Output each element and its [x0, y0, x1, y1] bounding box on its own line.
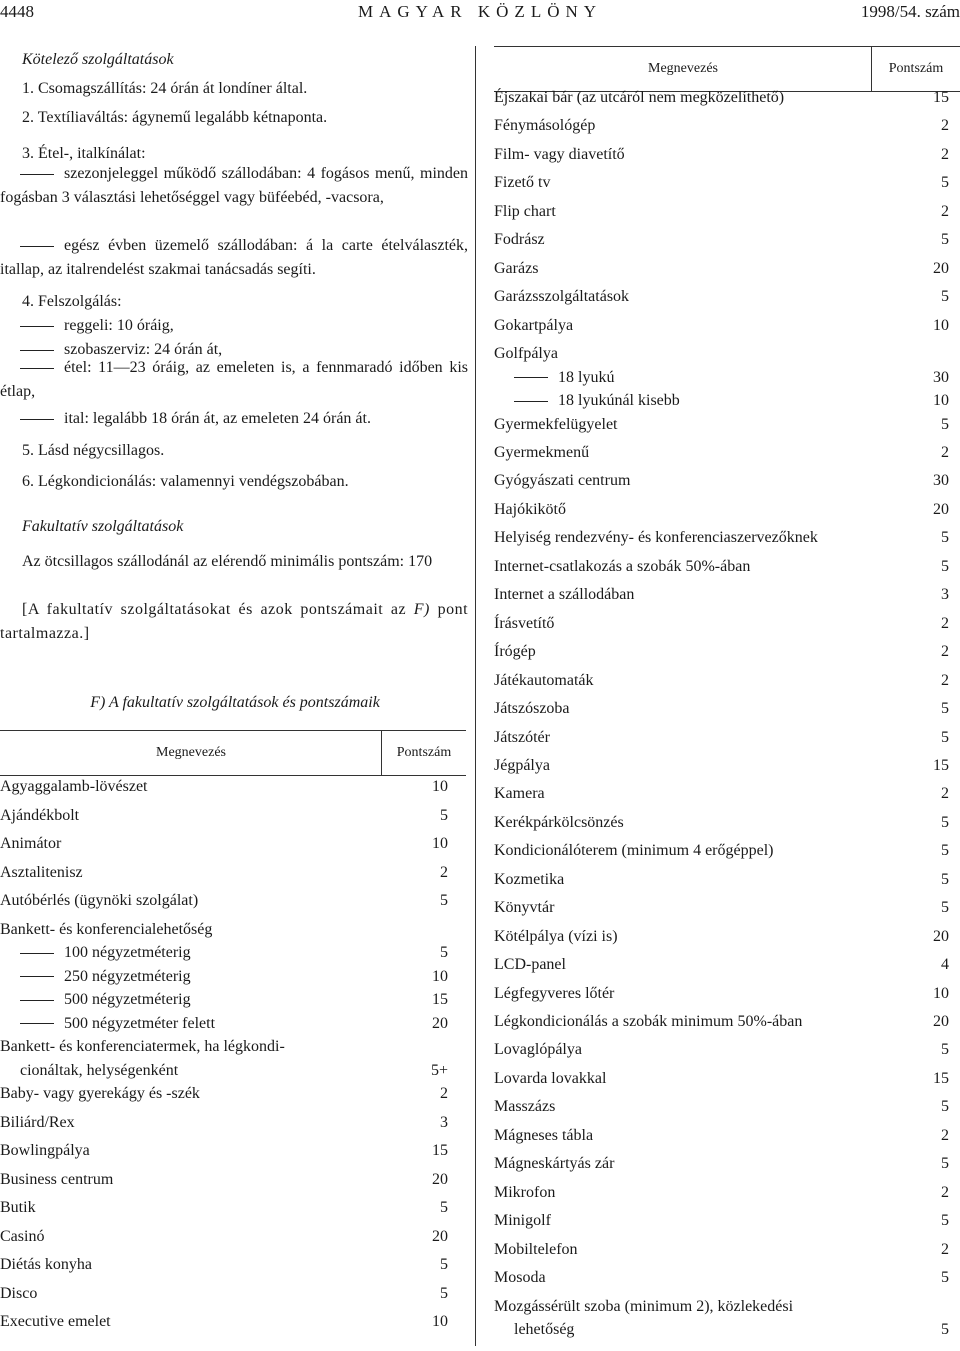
row-name: Mikrofon: [494, 1183, 556, 1201]
row-name: Agyaggalamb-lövészet: [0, 778, 148, 795]
food-option-seasonal: [0, 162, 468, 210]
column-header-name: Megnevezés: [156, 745, 226, 760]
row-name: Casinó: [0, 1227, 45, 1245]
column-header-points: Pontszám: [871, 47, 960, 91]
row-name: Bowlingpálya: [0, 1142, 90, 1159]
row-name: Asztalitenisz: [0, 863, 83, 881]
optional-text: Az ötcsillagos szállodánál az elérendő minimális pontszám: 170: [22, 553, 433, 570]
table-row: Írógép 2: [494, 640, 949, 664]
bracket-note-ref: F): [413, 601, 430, 618]
table-row: [0, 918, 448, 942]
food-option-seasonal-text: szezonjeleggel működő szállodában: 4 fogásos menű, minden fogásban 3 választási lehetőséggel vagy büféebéd, -vacsora,: [0, 165, 468, 206]
page-number: 4448: [0, 2, 34, 21]
row-name: LCD-panel: [494, 956, 566, 974]
mandatory-item-1: 1. Csomagszállítás: 24 órán át londíner által.: [22, 80, 308, 97]
row-name: Mágneses tábla: [494, 1126, 594, 1144]
optional-heading: Fakultatív szolgáltatások: [22, 518, 184, 535]
row-name: Butik: [0, 1199, 36, 1216]
table-row: Fénymásológép 2: [494, 114, 949, 138]
row-name: Ajándékbolt: [0, 806, 80, 824]
table-row: 100 négyzetméterig 5: [0, 941, 448, 965]
dash: [22, 359, 64, 376]
row-name: Mosoda: [494, 1269, 546, 1287]
table-row: Kötélpálya (vízi is) 20: [494, 925, 949, 949]
dash: [22, 237, 64, 254]
table-row: Baby- vagy gyerekágy és -szék 2: [0, 1082, 448, 1106]
table-header-left: [0, 730, 466, 776]
row-name: Játékautomaták: [494, 671, 594, 689]
table-row: Mágneses tábla 2: [494, 1124, 949, 1148]
row-name: 18 lyukú: [494, 366, 614, 390]
table-row: Gyógyászati centrum 30: [494, 469, 949, 493]
table-row: Jégpálya 15: [494, 754, 949, 778]
row-name: Mozgássérült szoba (minimum 2), közlekedési: [494, 1297, 794, 1315]
service-item-2-text: szobaszerviz: 24 órán át,: [64, 341, 223, 358]
row-name: Éjszakai bár (az utcáról nem megközelíthető): [494, 89, 785, 106]
service-item-1: [22, 316, 174, 336]
row-name: Garázs: [494, 259, 539, 277]
service-item-4-text: ital: legalább 18 órán át, az emeleten 24 órán át.: [64, 410, 371, 427]
row-name: Kamera: [494, 785, 545, 803]
service-item-3-text: étel: 11—23 óráig, az emeleten is, a fennmaradó időben kis étlap,: [0, 359, 468, 400]
row-name: Bankett- és konferenciatermek, ha légkondi-: [0, 1038, 285, 1055]
table-row: Játszótér 5: [494, 726, 949, 750]
column-divider: [475, 46, 476, 1346]
table-row: LCD-panel 4: [494, 953, 949, 977]
table-row: Garázs 20: [494, 257, 949, 281]
row-name: Internet a szállodában: [494, 586, 635, 604]
row-name: Játszótér: [494, 728, 550, 746]
food-option-yearround: [0, 234, 468, 282]
table-row: Bowlingpálya 15: [0, 1139, 448, 1163]
row-name: 500 négyzetméterig: [0, 988, 191, 1012]
table-title: F) A fakultatív szolgáltatások és pontszámaik: [90, 694, 380, 711]
table-row: Könyvtár 5: [494, 896, 949, 920]
row-name: Executive emelet: [0, 1313, 111, 1330]
row-name: Biliárd/Rex: [0, 1113, 75, 1131]
food-option-yearround-text: egész évben üzemelő szállodában: á la carte ételválaszték, itallap, az italrendelést szakmai tanácsadás segíti.: [0, 237, 468, 278]
row-name: Kötélpálya (vízi is): [494, 927, 618, 945]
item-6: 6. Légkondicionálás: valamennyi vendégszobában.: [22, 473, 349, 490]
table-row: Film- vagy diavetítő 2: [494, 143, 949, 167]
row-name: Fizető tv: [494, 174, 551, 192]
table-row: Diétás konyha 5: [0, 1253, 448, 1277]
table-row: Casinó 20: [0, 1225, 448, 1249]
row-name: lehetőség: [514, 1321, 575, 1338]
issue-number: 1998/54. szám: [860, 2, 960, 21]
table-row: Ajándékbolt 5: [0, 804, 448, 828]
table-row: Mosoda 5: [494, 1266, 949, 1290]
row-name: Diétás konyha: [0, 1256, 92, 1273]
page-header: [0, 2, 960, 28]
table-row: Kamera 2: [494, 782, 949, 806]
row-name: Könyvtár: [494, 899, 555, 917]
table-row: Autóbérlés (ügynöki szolgálat) 5: [0, 889, 448, 913]
row-name: Autóbérlés (ügynöki szolgálat): [0, 892, 199, 909]
table-row: Kerékpárkölcsönzés 5: [494, 811, 949, 835]
table-row: 18 lyukú 30: [494, 366, 949, 390]
table-row: Lovaglópálya 5: [494, 1038, 949, 1062]
service-heading: 4. Felszolgálás:: [22, 293, 122, 310]
service-item-3: [0, 356, 468, 404]
row-name: Kozmetika: [494, 870, 565, 888]
table-row: Játszószoba 5: [494, 697, 949, 721]
row-name: Kerékpárkölcsönzés: [494, 813, 624, 831]
row-name: Jégpálya: [494, 756, 550, 774]
row-name: Játszószoba: [494, 700, 570, 718]
column-header-points: Pontszám: [381, 731, 466, 775]
row-name: Minigolf: [494, 1212, 551, 1230]
table-row: Disco 5: [0, 1282, 448, 1306]
row-name: Garázsszolgáltatások: [494, 288, 630, 306]
table-row: Animátor 10: [0, 832, 448, 856]
bracket-note-text-1: [A fakultatív szolgáltatásokat és azok pontszámait az: [22, 601, 407, 618]
row-name: 500 négyzetméter felett: [0, 1012, 215, 1036]
row-name: cionáltak, helységenként: [20, 1061, 179, 1079]
table-row: Helyiség rendezvény- és konferenciaszervezőknek 5: [494, 526, 949, 550]
row-name: Mágneskártyás zár: [494, 1155, 615, 1173]
row-name: Fénymásológép: [494, 117, 596, 135]
row-name: Disco: [0, 1284, 38, 1302]
table-row: [494, 342, 949, 366]
dash: [22, 165, 64, 182]
table-row: Biliárd/Rex 3: [0, 1111, 448, 1135]
table-row: Légkondicionálás a szobák minimum 50%-ában 20: [494, 1010, 949, 1034]
row-name: Film- vagy diavetítő: [494, 145, 625, 163]
table-row: 500 négyzetméterig 15: [0, 988, 448, 1012]
row-name: 250 négyzetméterig: [0, 965, 191, 989]
row-name: Lovarda lovakkal: [494, 1069, 607, 1087]
row-name: Bankett- és konferencialehetőség: [0, 920, 213, 938]
table-row: Flip chart 2: [494, 200, 949, 224]
table-row: 18 lyukúnál kisebb 10: [494, 389, 949, 413]
row-name: Lovaglópálya: [494, 1041, 582, 1059]
row-name: 18 lyukúnál kisebb: [494, 389, 680, 413]
row-name: Mobiltelefon: [494, 1240, 578, 1258]
bracket-note-text-2: pont tartalmazza.]: [0, 601, 469, 642]
row-name: Gyermekmenű: [494, 444, 590, 461]
table-row: Éjszakai bár (az utcáról nem megközelíthető) 15: [494, 86, 949, 110]
row-name: 100 négyzetméterig: [0, 941, 191, 965]
table-row: Butik 5: [0, 1196, 448, 1220]
row-name: Golfpálya: [494, 345, 558, 363]
table-row: Masszázs 5: [494, 1095, 949, 1119]
table-row: [0, 1035, 448, 1059]
table-row: Fizető tv 5: [494, 171, 949, 195]
row-name: Business centrum: [0, 1170, 114, 1188]
table-row: Írásvetítő 2: [494, 612, 949, 636]
table-row: Mágneskártyás zár 5: [494, 1152, 949, 1176]
table-row: Mikrofon 2: [494, 1181, 949, 1205]
bracket-note: [0, 598, 468, 646]
table-row: Executive emelet 10: [0, 1310, 448, 1334]
table-row: Gokartpálya 10: [494, 314, 949, 338]
table-row: 250 négyzetméterig 10: [0, 965, 448, 989]
table-row: cionáltak, helységenként +5: [0, 1059, 448, 1083]
row-name: Írógép: [494, 643, 536, 661]
row-name: Flip chart: [494, 202, 556, 220]
table-row: [494, 1295, 949, 1319]
table-row: Internet-csatlakozás a szobák 50%-ában 5: [494, 555, 949, 579]
mandatory-item-3: 3. Étel-, italkínálat:: [22, 145, 146, 162]
table-row: Lovarda lovakkal 15: [494, 1067, 949, 1091]
row-name: Baby- vagy gyerekágy és -szék: [0, 1085, 200, 1102]
service-item-4: [22, 409, 371, 429]
row-name: Légkondicionálás a szobák minimum 50%-ában: [494, 1013, 803, 1030]
row-name: Gyógyászati centrum: [494, 472, 631, 490]
row-name: Írásvetítő: [494, 614, 555, 632]
row-name: Masszázs: [494, 1098, 556, 1116]
table-row: Minigolf 5: [494, 1209, 949, 1233]
table-row: Légfegyveres lőtér 10: [494, 982, 949, 1006]
row-name: Kondicionálóterem (minimum 4 erőgéppel): [494, 842, 774, 860]
table-row: Játékautomaták 2: [494, 669, 949, 693]
right-column: [482, 46, 960, 1351]
table-row: Mobiltelefon 2: [494, 1238, 949, 1262]
table-row: Gyermekmenű 2: [494, 441, 949, 465]
row-name: Helyiség rendezvény- és konferenciaszervezőknek: [494, 529, 818, 547]
table-row: lehetőség 5: [494, 1318, 949, 1342]
table-row: Business centrum 20: [0, 1168, 448, 1192]
row-name: Internet-csatlakozás a szobák 50%-ában: [494, 557, 751, 575]
table-row: Kozmetika 5: [494, 868, 949, 892]
journal-title: MAGYAR KÖZLÖNY: [357, 2, 603, 21]
table-row: Kondicionálóterem (minimum 4 erőgéppel) 5: [494, 839, 949, 863]
row-name: Gyermekfelügyelet: [494, 415, 618, 433]
table-row: Agyaggalamb-lövészet 10: [0, 775, 448, 799]
row-name: Légfegyveres lőtér: [494, 984, 615, 1002]
item-5: 5. Lásd négycsillagos.: [22, 442, 165, 459]
table-row: Internet a szállodában 3: [494, 583, 949, 607]
service-item-1-text: reggeli: 10 óráig,: [64, 317, 174, 334]
left-column: [0, 46, 470, 1346]
column-header-name: Megnevezés: [648, 61, 718, 76]
row-name: Fodrász: [494, 231, 545, 249]
table-row: 500 négyzetméter felett 20: [0, 1012, 448, 1036]
table-row: Hajókikötő 20: [494, 498, 949, 522]
table-row: Garázsszolgáltatások 5: [494, 285, 949, 309]
mandatory-heading: Kötelező szolgáltatások: [22, 51, 174, 68]
table-row: Gyermekfelügyelet 5: [494, 413, 949, 437]
table-row: Fodrász 5: [494, 228, 949, 252]
table-row: Asztalitenisz 2: [0, 861, 448, 885]
row-name: Animátor: [0, 835, 62, 852]
row-name: Hajókikötő: [494, 500, 566, 518]
row-name: Gokartpálya: [494, 316, 574, 334]
mandatory-item-2: 2. Textíliaváltás: ágynemű legalább kétnaponta.: [22, 109, 328, 126]
